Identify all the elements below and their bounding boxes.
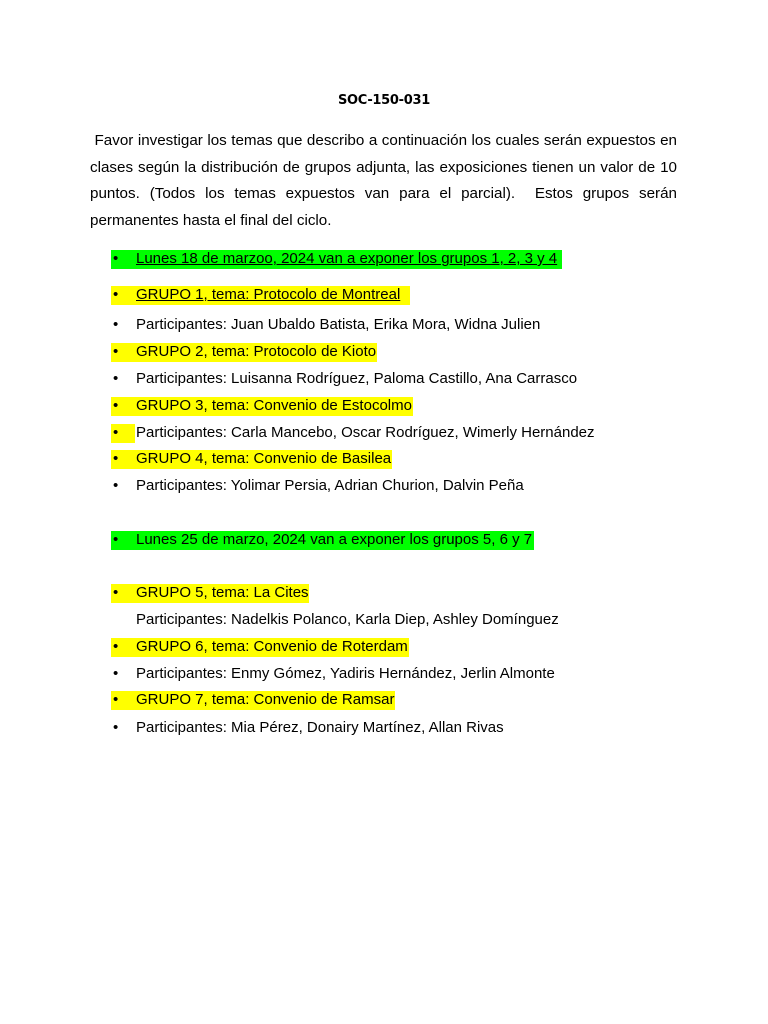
list-item-text: GRUPO 7, tema: Convenio de Ramsar — [136, 691, 395, 708]
bullet-icon: • — [113, 450, 119, 467]
bullet-icon: • — [113, 286, 119, 303]
list-item-text: GRUPO 1, tema: Protocolo de Montreal — [136, 286, 401, 303]
bullet-icon: • — [113, 316, 119, 333]
list-item-text: GRUPO 3, tema: Convenio de Estocolmo — [136, 397, 412, 414]
list-item-text: Participantes: Mia Pérez, Donairy Martínez, Allan Rivas — [136, 719, 504, 736]
bullet-icon: • — [113, 370, 119, 387]
list-item-text: Participantes: Juan Ubaldo Batista, Erika Mora, Widna Julien — [136, 316, 541, 333]
list-item-text: Participantes: Enmy Gómez, Yadiris Hernández, Jerlin Almonte — [136, 665, 555, 682]
bullet-icon: • — [113, 665, 119, 682]
list-item-text: Participantes: Carla Mancebo, Oscar Rodríguez, Wimerly Hernández — [136, 424, 595, 441]
bullet-icon: • — [113, 584, 119, 601]
list-item-text: Participantes: Yolimar Persia, Adrian Churion, Dalvin Peña — [136, 477, 524, 494]
intro-paragraph: Favor investigar los temas que describo a continuación los cuales serán expuestos en clases según la distribución de grupos adjunta, las exposiciones tienen un valor de 10 puntos. (Todos los temas expuestos van para el parcial). Estos grupos serán permanentes hasta el final del ciclo. — [90, 132, 682, 229]
bullet-icon: • — [113, 250, 119, 267]
bullet-icon: • — [113, 719, 119, 736]
bullet-icon: • — [113, 691, 119, 708]
bullet-icon: • — [113, 638, 119, 655]
list-item-text: Participantes: Nadelkis Polanco, Karla Diep, Ashley Domínguez — [136, 611, 559, 628]
bullet-icon: • — [113, 397, 119, 414]
bullet-icon: • — [113, 477, 119, 494]
list-item-text: Participantes: Luisanna Rodríguez, Paloma Castillo, Ana Carrasco — [136, 370, 578, 387]
list-item-text: GRUPO 6, tema: Convenio de Roterdam — [136, 638, 408, 655]
list-item-text: GRUPO 4, tema: Convenio de Basilea — [136, 450, 392, 467]
list-item-text: Lunes 25 de marzo, 2024 van a exponer los grupos 5, 6 y 7 — [136, 531, 533, 548]
bullet-icon: • — [113, 343, 119, 360]
list-item-text: GRUPO 5, tema: La Cites — [136, 584, 309, 601]
list-item-text: Lunes 18 de marzoo, 2024 van a exponer los grupos 1, 2, 3 y 4 — [136, 250, 558, 267]
bullet-icon: • — [113, 531, 119, 548]
bullet-icon: • — [113, 424, 119, 441]
document-title: SOC-150-031 — [337, 93, 431, 108]
list-item-text: GRUPO 2, tema: Protocolo de Kioto — [136, 343, 377, 360]
